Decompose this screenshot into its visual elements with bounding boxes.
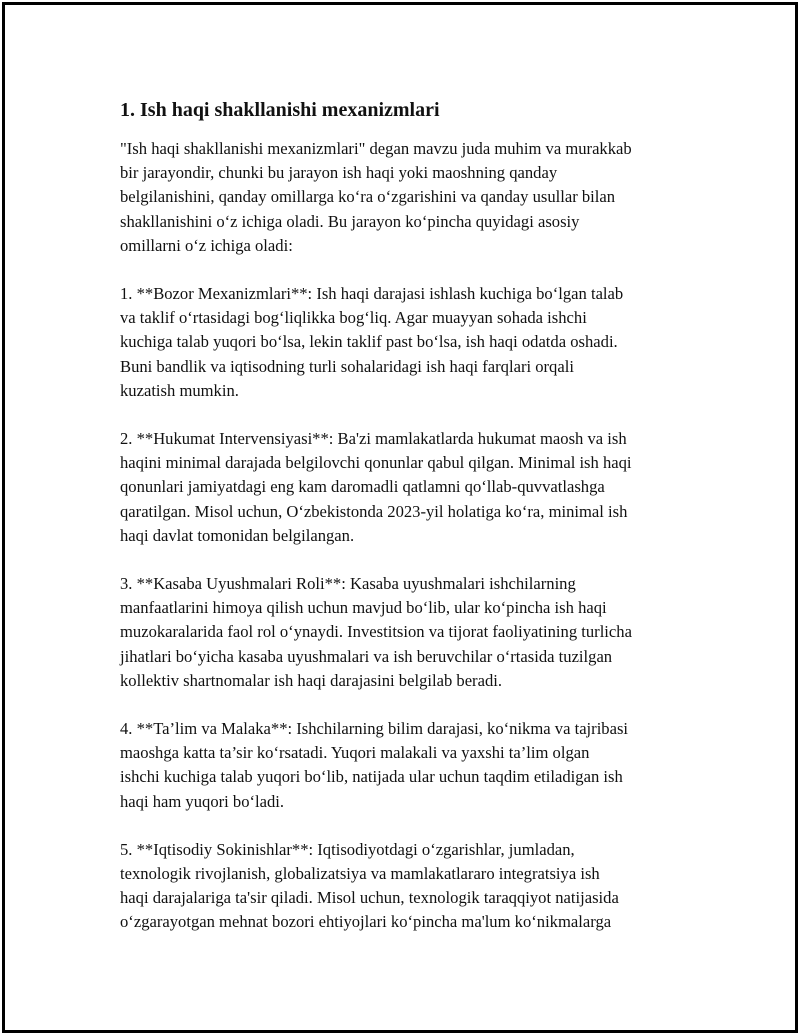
paragraph-line: kollektiv shartnomalar ish haqi darajasini belgilab beradi. — [120, 670, 503, 690]
paragraph-line: maoshga katta ta’sir ko‘rsatadi. Yuqori malakali va yaxshi ta’lim olgan — [120, 743, 590, 763]
paragraph-line: "Ish haqi shakllanishi mexanizmlari" degan mavzu juda muhim va murakkab — [120, 139, 632, 158]
list-item-talim-va-malaka — [120, 717, 695, 814]
document-body — [120, 97, 695, 959]
paragraph-line: o‘zgarayotgan mehnat bozori ehtiyojlari ko‘pincha ma'lum ko‘nikmalarga — [120, 912, 612, 932]
paragraph-line: ishchi kuchiga talab yuqori bo‘lib, natijada ular uchun taqdim etiladigan ish — [120, 767, 623, 787]
paragraph-line: haqini minimal darajada belgilovchi qonunlar qabul qilgan. Minimal ish haqi — [120, 453, 632, 473]
paragraph-line: haqi ham yuqori bo‘ladi. — [120, 791, 285, 811]
paragraph-line: 3. **Kasaba Uyushmalari Roli**: Kasaba uyushmalari ishchilarning — [120, 574, 576, 594]
paragraph-line: bir jarayondir, chunki bu jarayon ish haqi yoki maoshning qanday — [120, 163, 558, 183]
paragraph-line: haqi davlat tomonidan belgilangan. — [120, 525, 355, 545]
paragraph-line: kuchiga talab yuqori bo‘lsa, lekin taklif past bo‘lsa, ish haqi odatda oshadi. — [120, 332, 618, 352]
paragraph-line: texnologik rivojlanish, globalizatsiya va mamlakatlararo integratsiya ish — [120, 864, 600, 884]
paragraph-line: va taklif o‘rtasidagi bog‘liqlikka bog‘liq. Agar muayyan sohada ishchi — [120, 308, 587, 328]
paragraph-line: 4. **Ta’lim va Malaka**: Ishchilarning bilim darajasi, ko‘nikma va tajribasi — [120, 719, 629, 739]
paragraph-line: manfaatlarini himoya qilish uchun mavjud bo‘lib, ular ko‘pincha ish haqi — [120, 598, 607, 618]
paragraph-line: 2. **Hukumat Intervensiyasi**: Ba'zi mamlakatlarda hukumat maosh va ish — [120, 429, 627, 449]
paragraph-line: kuzatish mumkin. — [120, 380, 239, 400]
list-item-hukumat-intervensiyasi — [120, 427, 695, 548]
paragraph-line: shakllanishini o‘z ichiga oladi. Bu jarayon ko‘pincha quyidagi asosiy — [120, 211, 580, 231]
paragraph-line: belgilanishini, qanday omillarga ko‘ra o‘zgarishini va qanday usullar bilan — [120, 187, 616, 207]
list-item-iqtisodiy-sokinishlar — [120, 838, 695, 935]
intro-paragraph — [120, 137, 695, 258]
list-item-kasaba-uyushmalari-roli — [120, 572, 695, 693]
paragraph-line: omillarni o‘z ichiga oladi: — [120, 235, 293, 255]
page-frame — [2, 2, 798, 1033]
paragraph-line: qonunlari jamiyatdagi eng kam daromadli qatlamni qo‘llab-quvvatlashga — [120, 477, 605, 497]
list-item-bozor-mexanizmlari — [120, 282, 695, 403]
paragraph-line: muzokaralarida faol rol o‘ynaydi. Investitsion va tijorat faoliyatining turlicha — [120, 622, 632, 642]
paragraph-line: jihatlari bo‘yicha kasaba uyushmalari va ish beruvchilar o‘rtasida tuzilgan — [120, 646, 613, 666]
paragraph-line: haqi darajalariga ta'sir qiladi. Misol uchun, texnologik taraqqiyot natijasida — [120, 888, 619, 908]
paragraph-line: qaratilgan. Misol uchun, O‘zbekistonda 2023-yil holatiga ko‘ra, minimal ish — [120, 501, 628, 521]
paragraph-line: Buni bandlik va iqtisodning turli sohalaridagi ish haqi farqlari orqali — [120, 356, 574, 376]
document-title: 1. Ish haqi shakllanishi mexanizmlari — [120, 99, 440, 121]
paragraph-line: 1. **Bozor Mexanizmlari**: Ish haqi darajasi ishlash kuchiga bo‘lgan talab — [120, 284, 624, 304]
paragraph-line: 5. **Iqtisodiy Sokinishlar**: Iqtisodiyotdagi o‘zgarishlar, jumladan, — [120, 839, 575, 859]
